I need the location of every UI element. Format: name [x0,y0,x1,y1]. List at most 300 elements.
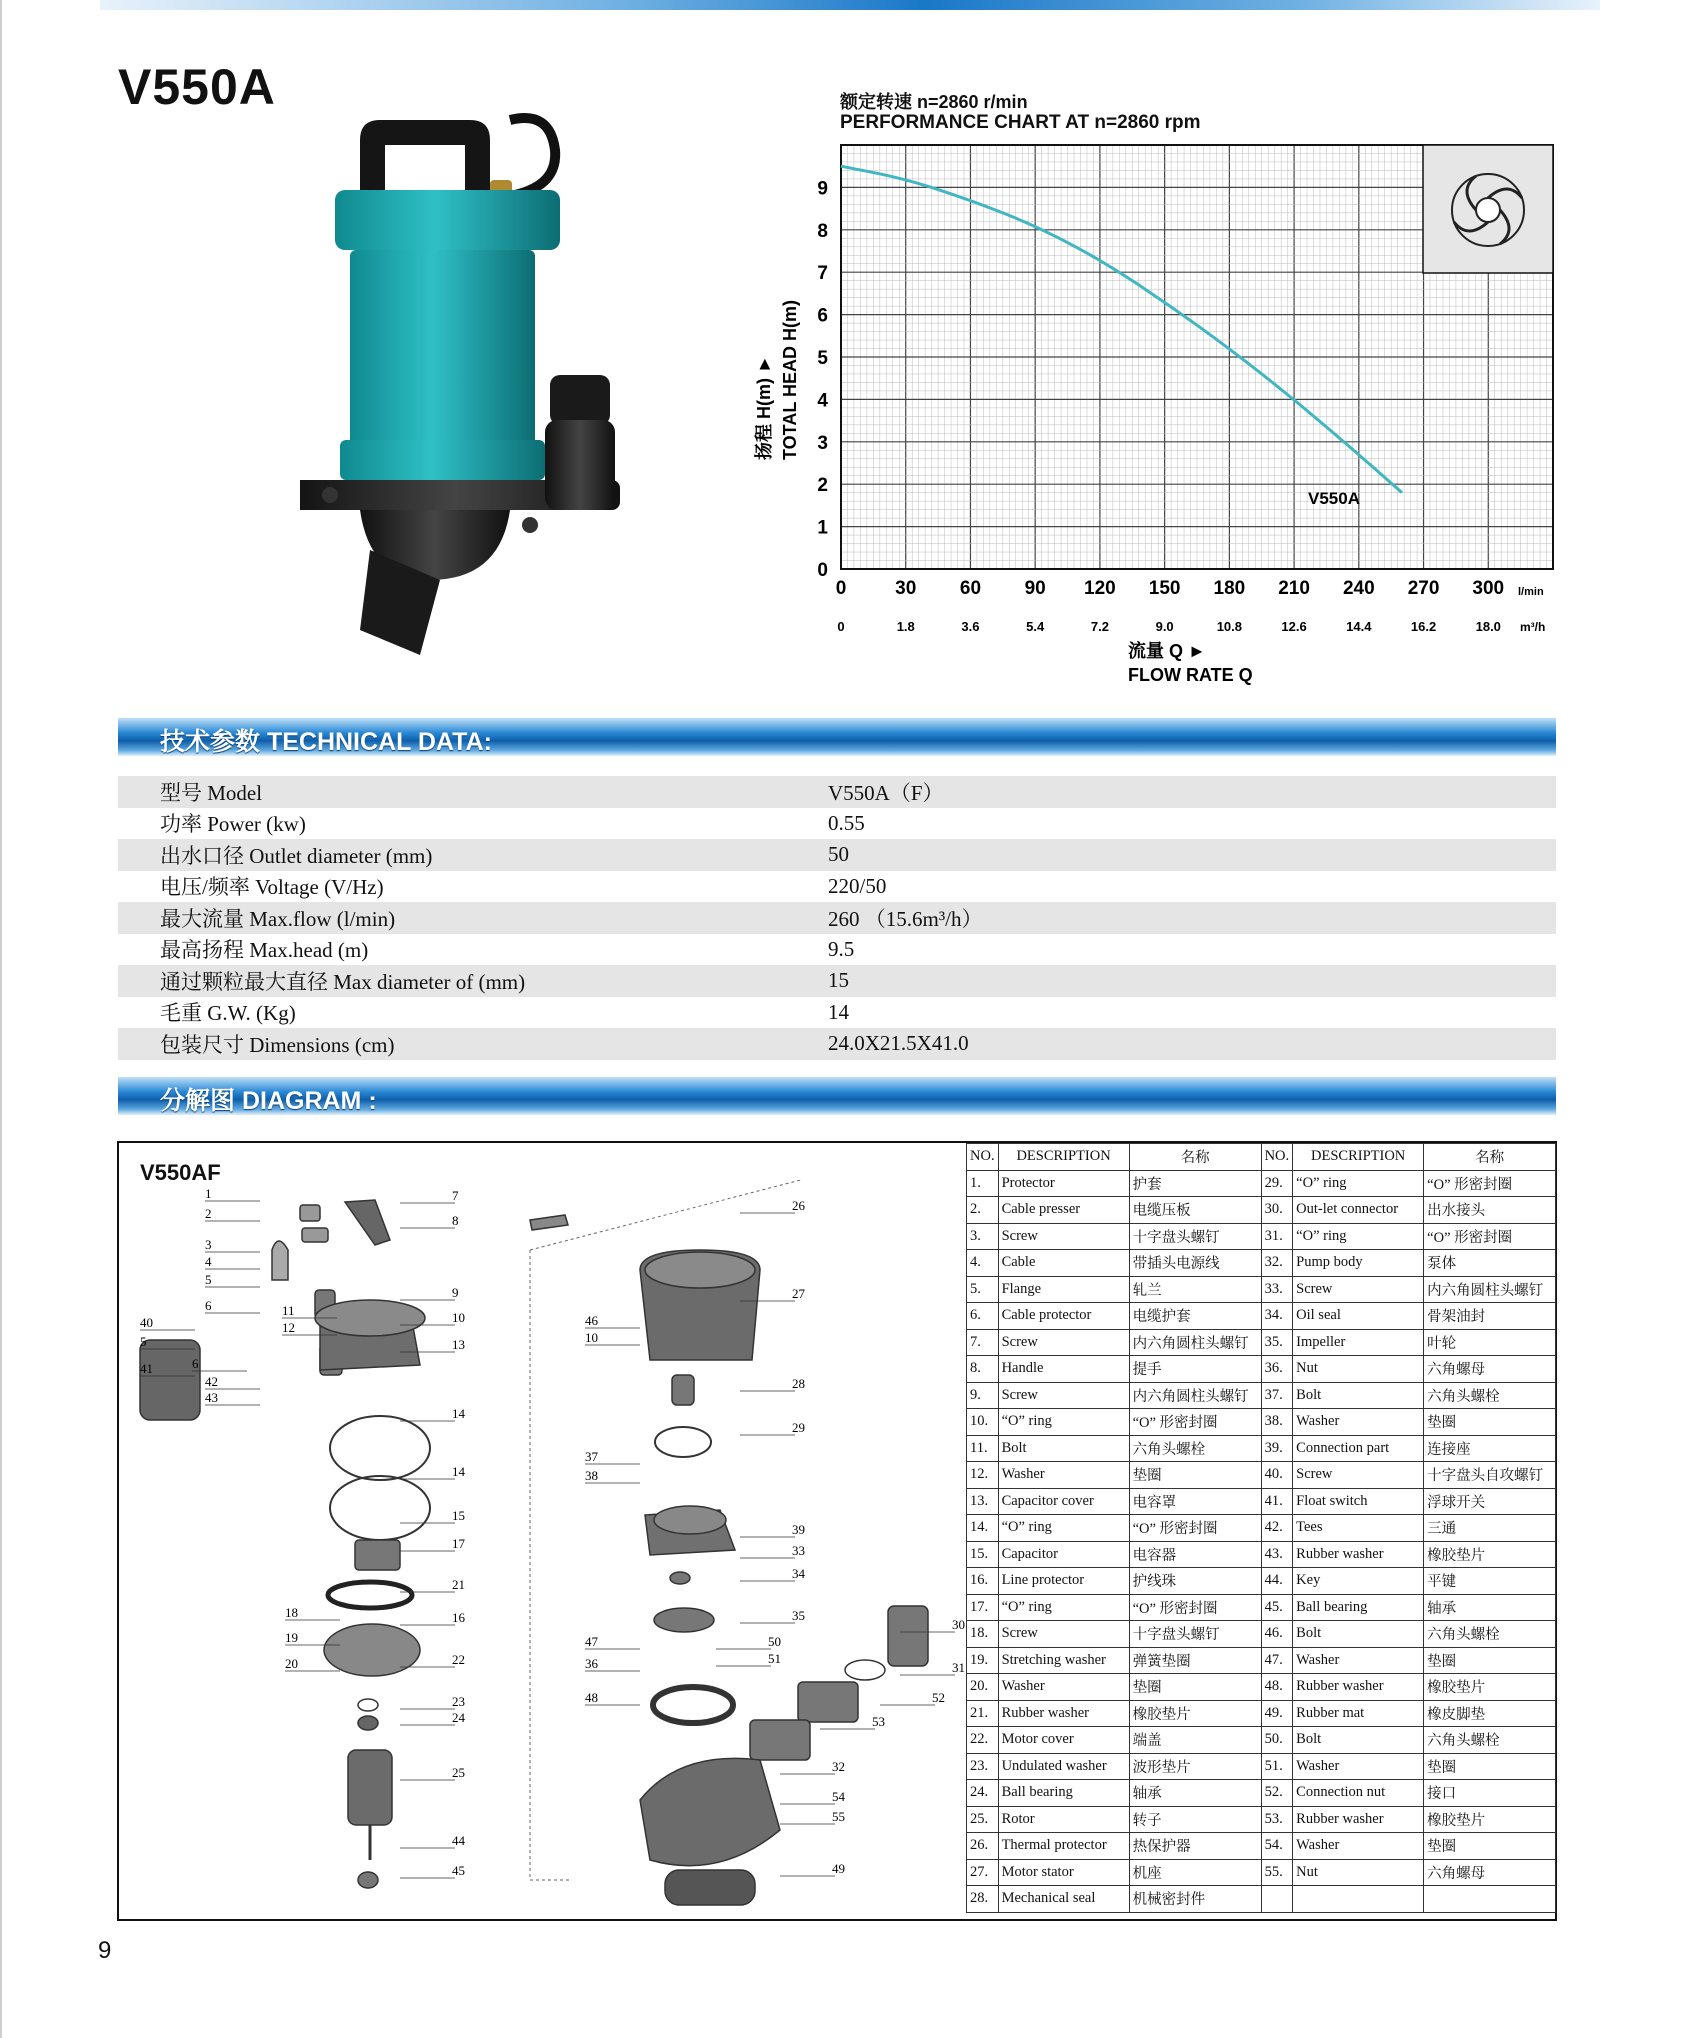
tech-label: 最高扬程 Max.head (m) [160,938,369,963]
parts-row [967,1488,1556,1515]
x-tick-m3h: 0 [837,619,845,634]
part-desc: Line protector [998,1568,1129,1595]
callout-number: 55 [832,1809,845,1824]
part-no: 21. [967,1700,999,1727]
part-no: 53. [1261,1806,1293,1833]
part-no: 52. [1261,1780,1293,1807]
part-no: 5. [967,1276,999,1303]
part-cn: 轴承 [1129,1780,1261,1807]
part-no: 48. [1261,1674,1293,1701]
callout-number: 32 [832,1759,845,1774]
part-desc: Mechanical seal [998,1886,1129,1913]
part-cn: 热保护器 [1129,1833,1261,1860]
callout-number: 36 [585,1656,598,1671]
part-desc: Washer [1293,1409,1424,1436]
part-no: 6. [967,1303,999,1330]
part-cn: 六角头螺栓 [1129,1435,1261,1462]
part-no: 50. [1261,1727,1293,1754]
parts-row [967,1356,1556,1383]
part-no: 30. [1261,1197,1293,1224]
callout-number: 14 [452,1464,465,1479]
part-cn: 电容罩 [1129,1488,1261,1515]
callout-number: 48 [585,1690,598,1705]
callout-number: 21 [452,1577,465,1592]
x-unit-m3h: m³/h [1520,620,1546,634]
part-no: 36. [1261,1356,1293,1383]
x-tick-lmin: 300 [1472,578,1505,599]
part-no: 29. [1261,1170,1293,1197]
tech-label: 电压/频率 Voltage (V/Hz) [160,875,384,900]
part-no: 1. [967,1170,999,1197]
part-cn [1424,1886,1556,1913]
part-cn: 内六角圆柱头螺钉 [1129,1329,1261,1356]
part-cn: “O” 形密封圈 [1129,1515,1261,1542]
callout-number: 50 [768,1634,781,1649]
part-no: 3. [967,1223,999,1250]
part-desc: Flange [998,1276,1129,1303]
exploded-diagram [120,1180,965,1915]
x-tick-lmin: 240 [1342,578,1375,599]
x-axis-label-en: FLOW RATE Q [1128,665,1253,685]
part-no: 11. [967,1435,999,1462]
part-desc: Stretching washer [998,1647,1129,1674]
callout-number: 10 [452,1310,465,1325]
callouts-mid [585,1198,965,1876]
y-tick: 4 [817,390,828,412]
callout-number: 6 [205,1298,212,1313]
callout-number: 29 [792,1420,805,1435]
tech-value: 260 （15.6m³/h） [828,902,1556,934]
tech-row [118,934,1556,966]
part-cn: “O” 形密封圈 [1129,1409,1261,1436]
callout-number: 28 [792,1376,805,1391]
part-desc: Screw [998,1223,1129,1250]
callout-number: 2 [205,1206,212,1221]
col-cn-2: 名称 [1424,1144,1556,1171]
part-desc: Screw [1293,1462,1424,1489]
part-desc: Impeller [1293,1329,1424,1356]
part-desc: Out-let connector [1293,1197,1424,1224]
part-desc: Connection part [1293,1435,1424,1462]
tech-value: 220/50 [828,873,887,898]
tech-data-table [118,776,1556,1060]
part-desc: Motor stator [998,1859,1129,1886]
y-tick: 6 [817,305,828,327]
parts-row [967,1276,1556,1303]
callout-number: 30 [952,1617,965,1632]
part-desc: Connection nut [1293,1780,1424,1807]
callout-number: 22 [452,1652,465,1667]
part-no: 31. [1261,1223,1293,1250]
callout-number: 5 [205,1272,212,1287]
part-cn: 护线珠 [1129,1568,1261,1595]
performance-chart [740,130,1570,690]
part-no: 20. [967,1674,999,1701]
top-gradient-bar [100,0,1600,10]
x-tick-lmin: 150 [1148,578,1181,599]
tech-label: 通过颗粒最大直径 Max diameter of (mm) [118,965,828,997]
parts-row [967,1223,1556,1250]
part-no: 2. [967,1197,999,1224]
col-desc: DESCRIPTION [998,1144,1129,1171]
page-edge-line [0,0,2,2038]
part-desc: Washer [998,1462,1129,1489]
part-cn: 浮球开关 [1424,1488,1556,1515]
part-cn: 橡皮脚垫 [1424,1700,1556,1727]
tech-value: 14 [828,999,849,1024]
part-cn: 电缆护套 [1129,1303,1261,1330]
parts-row [967,1806,1556,1833]
model-title: V550A [118,59,276,115]
tech-label: 功率 Power (kw) [160,812,306,837]
part-desc: Rotor [998,1806,1129,1833]
x-tick-m3h: 16.2 [1410,619,1437,634]
page-number: 9 [98,1937,112,1964]
part-no: 47. [1261,1647,1293,1674]
y-tick: 2 [817,475,828,497]
tech-label: 最大流量 Max.flow (l/min) [118,902,828,934]
parts-row [967,1303,1556,1330]
part-desc: “O” ring [1293,1223,1424,1250]
x-tick-m3h: 5.4 [1026,619,1045,634]
y-tick: 0 [817,560,828,581]
x-tick-lmin: 60 [959,578,982,599]
part-no: 43. [1261,1541,1293,1568]
tech-value: 9.5 [828,936,855,961]
part-desc: Pump body [1293,1250,1424,1277]
part-cn: 带插头电源线 [1129,1250,1261,1277]
callout-number: 53 [872,1714,885,1729]
callout-number: 23 [452,1694,465,1709]
part-no: 49. [1261,1700,1293,1727]
tech-row [118,997,1556,1029]
part-desc: Motor cover [998,1727,1129,1754]
callout-number: 12 [282,1320,295,1335]
part-cn: 接口 [1424,1780,1556,1807]
callout-number: 20 [285,1656,298,1671]
part-desc: Float switch [1293,1488,1424,1515]
part-cn: “O” 形密封圈 [1129,1594,1261,1621]
part-cn: 十字盘头螺钉 [1129,1621,1261,1648]
part-cn: 六角头螺栓 [1424,1382,1556,1409]
parts-row [967,1886,1556,1913]
callout-number: 41 [140,1361,153,1376]
part-desc: Washer [1293,1833,1424,1860]
x-tick-lmin: 270 [1407,578,1440,599]
part-cn: 六角螺母 [1424,1859,1556,1886]
callout-number: 4 [205,1254,212,1269]
part-cn: 垫圈 [1129,1462,1261,1489]
part-cn: 垫圈 [1424,1647,1556,1674]
callout-number: 17 [452,1536,465,1551]
part-no: 41. [1261,1488,1293,1515]
diagram-model: V550AF [140,1160,221,1185]
part-desc: Capacitor cover [998,1488,1129,1515]
part-cn: 轴承 [1424,1594,1556,1621]
part-cn: 叶轮 [1424,1329,1556,1356]
callout-number: 42 [205,1374,218,1389]
diagram-section-title: 分解图 DIAGRAM : [160,1087,377,1115]
part-no: 32. [1261,1250,1293,1277]
callout-number: 16 [452,1610,465,1625]
callout-number: 51 [768,1651,781,1666]
part-no: 38. [1261,1409,1293,1436]
callout-number: 33 [792,1543,805,1558]
callout-number: 54 [832,1789,845,1804]
part-no [1261,1886,1293,1913]
part-desc: Bolt [1293,1382,1424,1409]
part-cn: “O” 形密封圈 [1424,1223,1556,1250]
part-desc: Key [1293,1568,1424,1595]
chart-speed-en: PERFORMANCE CHART AT n=2860 rpm [840,112,1201,133]
callout-number: 8 [452,1213,459,1228]
x-tick-m3h: 14.4 [1346,619,1372,634]
part-cn: 护套 [1129,1170,1261,1197]
part-cn: 内六角圆柱头螺钉 [1424,1276,1556,1303]
y-tick: 5 [817,348,828,369]
part-cn: 十字盘头螺钉 [1129,1223,1261,1250]
part-no: 13. [967,1488,999,1515]
x-tick-m3h: 3.6 [961,619,980,634]
callout-number: 7 [452,1188,459,1203]
part-no: 8. [967,1356,999,1383]
y-axis-label: 扬程 H(m) ► [754,355,774,460]
parts-row [967,1462,1556,1489]
parts-row [967,1568,1556,1595]
parts-row [967,1594,1556,1621]
callout-number: 47 [585,1634,598,1649]
part-cn: 橡胶垫片 [1424,1674,1556,1701]
part-desc: Tees [1293,1515,1424,1542]
part-cn: 电缆压板 [1129,1197,1261,1224]
tech-label: 出水口径 Outlet diameter (mm) [118,839,828,871]
part-desc: Screw [1293,1276,1424,1303]
part-desc: “O” ring [998,1409,1129,1436]
parts-row [967,1250,1556,1277]
part-desc: Rubber washer [1293,1541,1424,1568]
part-cn: 垫圈 [1424,1833,1556,1860]
tech-section-title: 技术参数 TECHNICAL DATA: [160,728,492,756]
col-desc-2: DESCRIPTION [1293,1144,1424,1171]
part-cn: 弹簧垫圈 [1129,1647,1261,1674]
part-desc: Protector [998,1170,1129,1197]
callout-number: 45 [452,1863,465,1878]
y-tick: 9 [817,178,828,200]
part-cn: 内六角圆柱头螺钉 [1129,1382,1261,1409]
part-no: 27. [967,1859,999,1886]
part-desc [1293,1886,1424,1913]
callout-number: 34 [792,1566,805,1581]
part-cn: 六角头螺栓 [1424,1621,1556,1648]
x-tick-lmin: 90 [1024,578,1046,599]
tech-row [118,1028,1556,1060]
callouts-left [140,1186,466,1878]
part-no: 23. [967,1753,999,1780]
x-tick-lmin: 120 [1084,578,1116,599]
col-no-2: NO. [1261,1144,1293,1171]
part-no: 33. [1261,1276,1293,1303]
tech-label: 毛重 G.W. (Kg) [160,1001,296,1026]
callout-number: 24 [452,1710,465,1725]
part-no: 22. [967,1727,999,1754]
callout-number: 46 [585,1313,598,1328]
tech-row [118,871,1556,903]
part-cn: 提手 [1129,1356,1261,1383]
callout-number: 5 [140,1334,147,1349]
pump-photo [300,110,640,670]
part-desc: Oil seal [1293,1303,1424,1330]
part-desc: Handle [998,1356,1129,1383]
part-cn: 三通 [1424,1515,1556,1542]
parts-row [967,1541,1556,1568]
part-desc: Cable [998,1250,1129,1277]
parts-row [967,1197,1556,1224]
parts-row [967,1674,1556,1701]
x-tick-m3h: 9.0 [1155,619,1174,634]
tech-row [118,902,1556,934]
part-desc: Screw [998,1621,1129,1648]
part-no: 17. [967,1594,999,1621]
part-desc: Rubber washer [998,1700,1129,1727]
part-desc: Ball bearing [1293,1594,1424,1621]
part-cn: 转子 [1129,1806,1261,1833]
part-no: 24. [967,1780,999,1807]
tech-label: 包装尺寸 Dimensions (cm) [118,1028,828,1060]
callout-number: 26 [792,1198,805,1213]
x-tick-lmin: 0 [835,578,847,599]
part-no: 25. [967,1806,999,1833]
callout-number: 19 [285,1630,298,1645]
tech-section-bar [118,718,1556,756]
part-cn: 垫圈 [1129,1674,1261,1701]
part-desc: Nut [1293,1859,1424,1886]
part-no: 51. [1261,1753,1293,1780]
part-cn: 橡胶垫片 [1129,1700,1261,1727]
callout-number: 10 [585,1330,598,1345]
x-tick-m3h: 10.8 [1216,619,1243,634]
part-cn: 电容器 [1129,1541,1261,1568]
part-desc: Washer [998,1674,1129,1701]
x-tick-lmin: 30 [895,578,917,599]
x-tick-m3h: 12.6 [1281,619,1307,634]
parts-row [967,1753,1556,1780]
part-cn: 橡胶垫片 [1424,1806,1556,1833]
part-no: 42. [1261,1515,1293,1542]
callout-number: 11 [282,1303,295,1318]
part-cn: 十字盘头自攻螺钉 [1424,1462,1556,1489]
callout-number: 40 [140,1315,153,1330]
part-cn: 六角螺母 [1424,1356,1556,1383]
part-cn: 骨架油封 [1424,1303,1556,1330]
callout-number: 52 [932,1690,945,1705]
callout-number: 15 [452,1508,465,1523]
y-tick: 8 [817,220,828,242]
part-cn: 泵体 [1424,1250,1556,1277]
callout-number: 1 [205,1186,212,1201]
x-tick-m3h: 18.0 [1475,619,1501,634]
parts-row [967,1647,1556,1674]
part-desc: Washer [1293,1647,1424,1674]
part-no: 28. [967,1886,999,1913]
part-desc: Rubber washer [1293,1674,1424,1701]
col-cn: 名称 [1129,1144,1261,1171]
part-desc: Bolt [998,1435,1129,1462]
callout-number: 14 [452,1406,465,1421]
callout-number: 44 [452,1833,465,1848]
parts-row [967,1435,1556,1462]
part-cn: 橡胶垫片 [1424,1541,1556,1568]
callout-number: 13 [452,1337,465,1352]
parts-row [967,1409,1556,1436]
part-desc: Rubber mat [1293,1700,1424,1727]
y-axis-label-en: TOTAL HEAD H(m) [780,300,800,460]
y-tick: 7 [817,263,828,285]
part-no: 54. [1261,1833,1293,1860]
parts-row [967,1780,1556,1807]
part-desc: Ball bearing [998,1780,1129,1807]
tech-row [118,808,1556,840]
parts-row [967,1700,1556,1727]
part-desc: Rubber washer [1293,1806,1424,1833]
part-desc: Undulated washer [998,1753,1129,1780]
callout-number: 49 [832,1861,845,1876]
part-no: 14. [967,1515,999,1542]
parts-row [967,1515,1556,1542]
x-tick-m3h: 1.8 [896,619,915,634]
part-desc: Washer [1293,1753,1424,1780]
part-no: 4. [967,1250,999,1277]
part-no: 26. [967,1833,999,1860]
part-desc: Cable presser [998,1197,1129,1224]
y-tick: 3 [817,432,828,454]
part-desc: Screw [998,1329,1129,1356]
callout-number: 3 [205,1237,212,1252]
part-cn: 平键 [1424,1568,1556,1595]
part-desc: Bolt [1293,1621,1424,1648]
callout-number: 9 [452,1285,459,1300]
part-no: 46. [1261,1621,1293,1648]
part-cn: 连接座 [1424,1435,1556,1462]
col-no: NO. [967,1144,999,1171]
part-cn: “O” 形密封圈 [1424,1170,1556,1197]
part-cn: 垫圈 [1424,1753,1556,1780]
callout-number: 18 [285,1605,298,1620]
callout-number: 39 [792,1522,805,1537]
part-no: 19. [967,1647,999,1674]
part-cn: 端盖 [1129,1727,1261,1754]
parts-row [967,1859,1556,1886]
assembly-guide-line-2 [530,1180,820,1250]
part-no: 34. [1261,1303,1293,1330]
part-cn: 出水接头 [1424,1197,1556,1224]
callout-number: 31 [952,1660,965,1675]
assembly-guide-line [530,1250,570,1880]
part-desc: Thermal protector [998,1833,1129,1860]
part-desc: Screw [998,1382,1129,1409]
part-desc: “O” ring [998,1515,1129,1542]
part-no: 18. [967,1621,999,1648]
x-tick-lmin: 180 [1213,578,1246,599]
callout-number: 27 [792,1286,805,1301]
callout-number: 25 [452,1765,465,1780]
part-no: 45. [1261,1594,1293,1621]
tech-label: 型号 Model [118,776,828,808]
part-desc: Nut [1293,1356,1424,1383]
x-unit-lmin: l/min [1518,586,1544,598]
parts-row [967,1170,1556,1197]
part-cn: 轧兰 [1129,1276,1261,1303]
part-no: 16. [967,1568,999,1595]
